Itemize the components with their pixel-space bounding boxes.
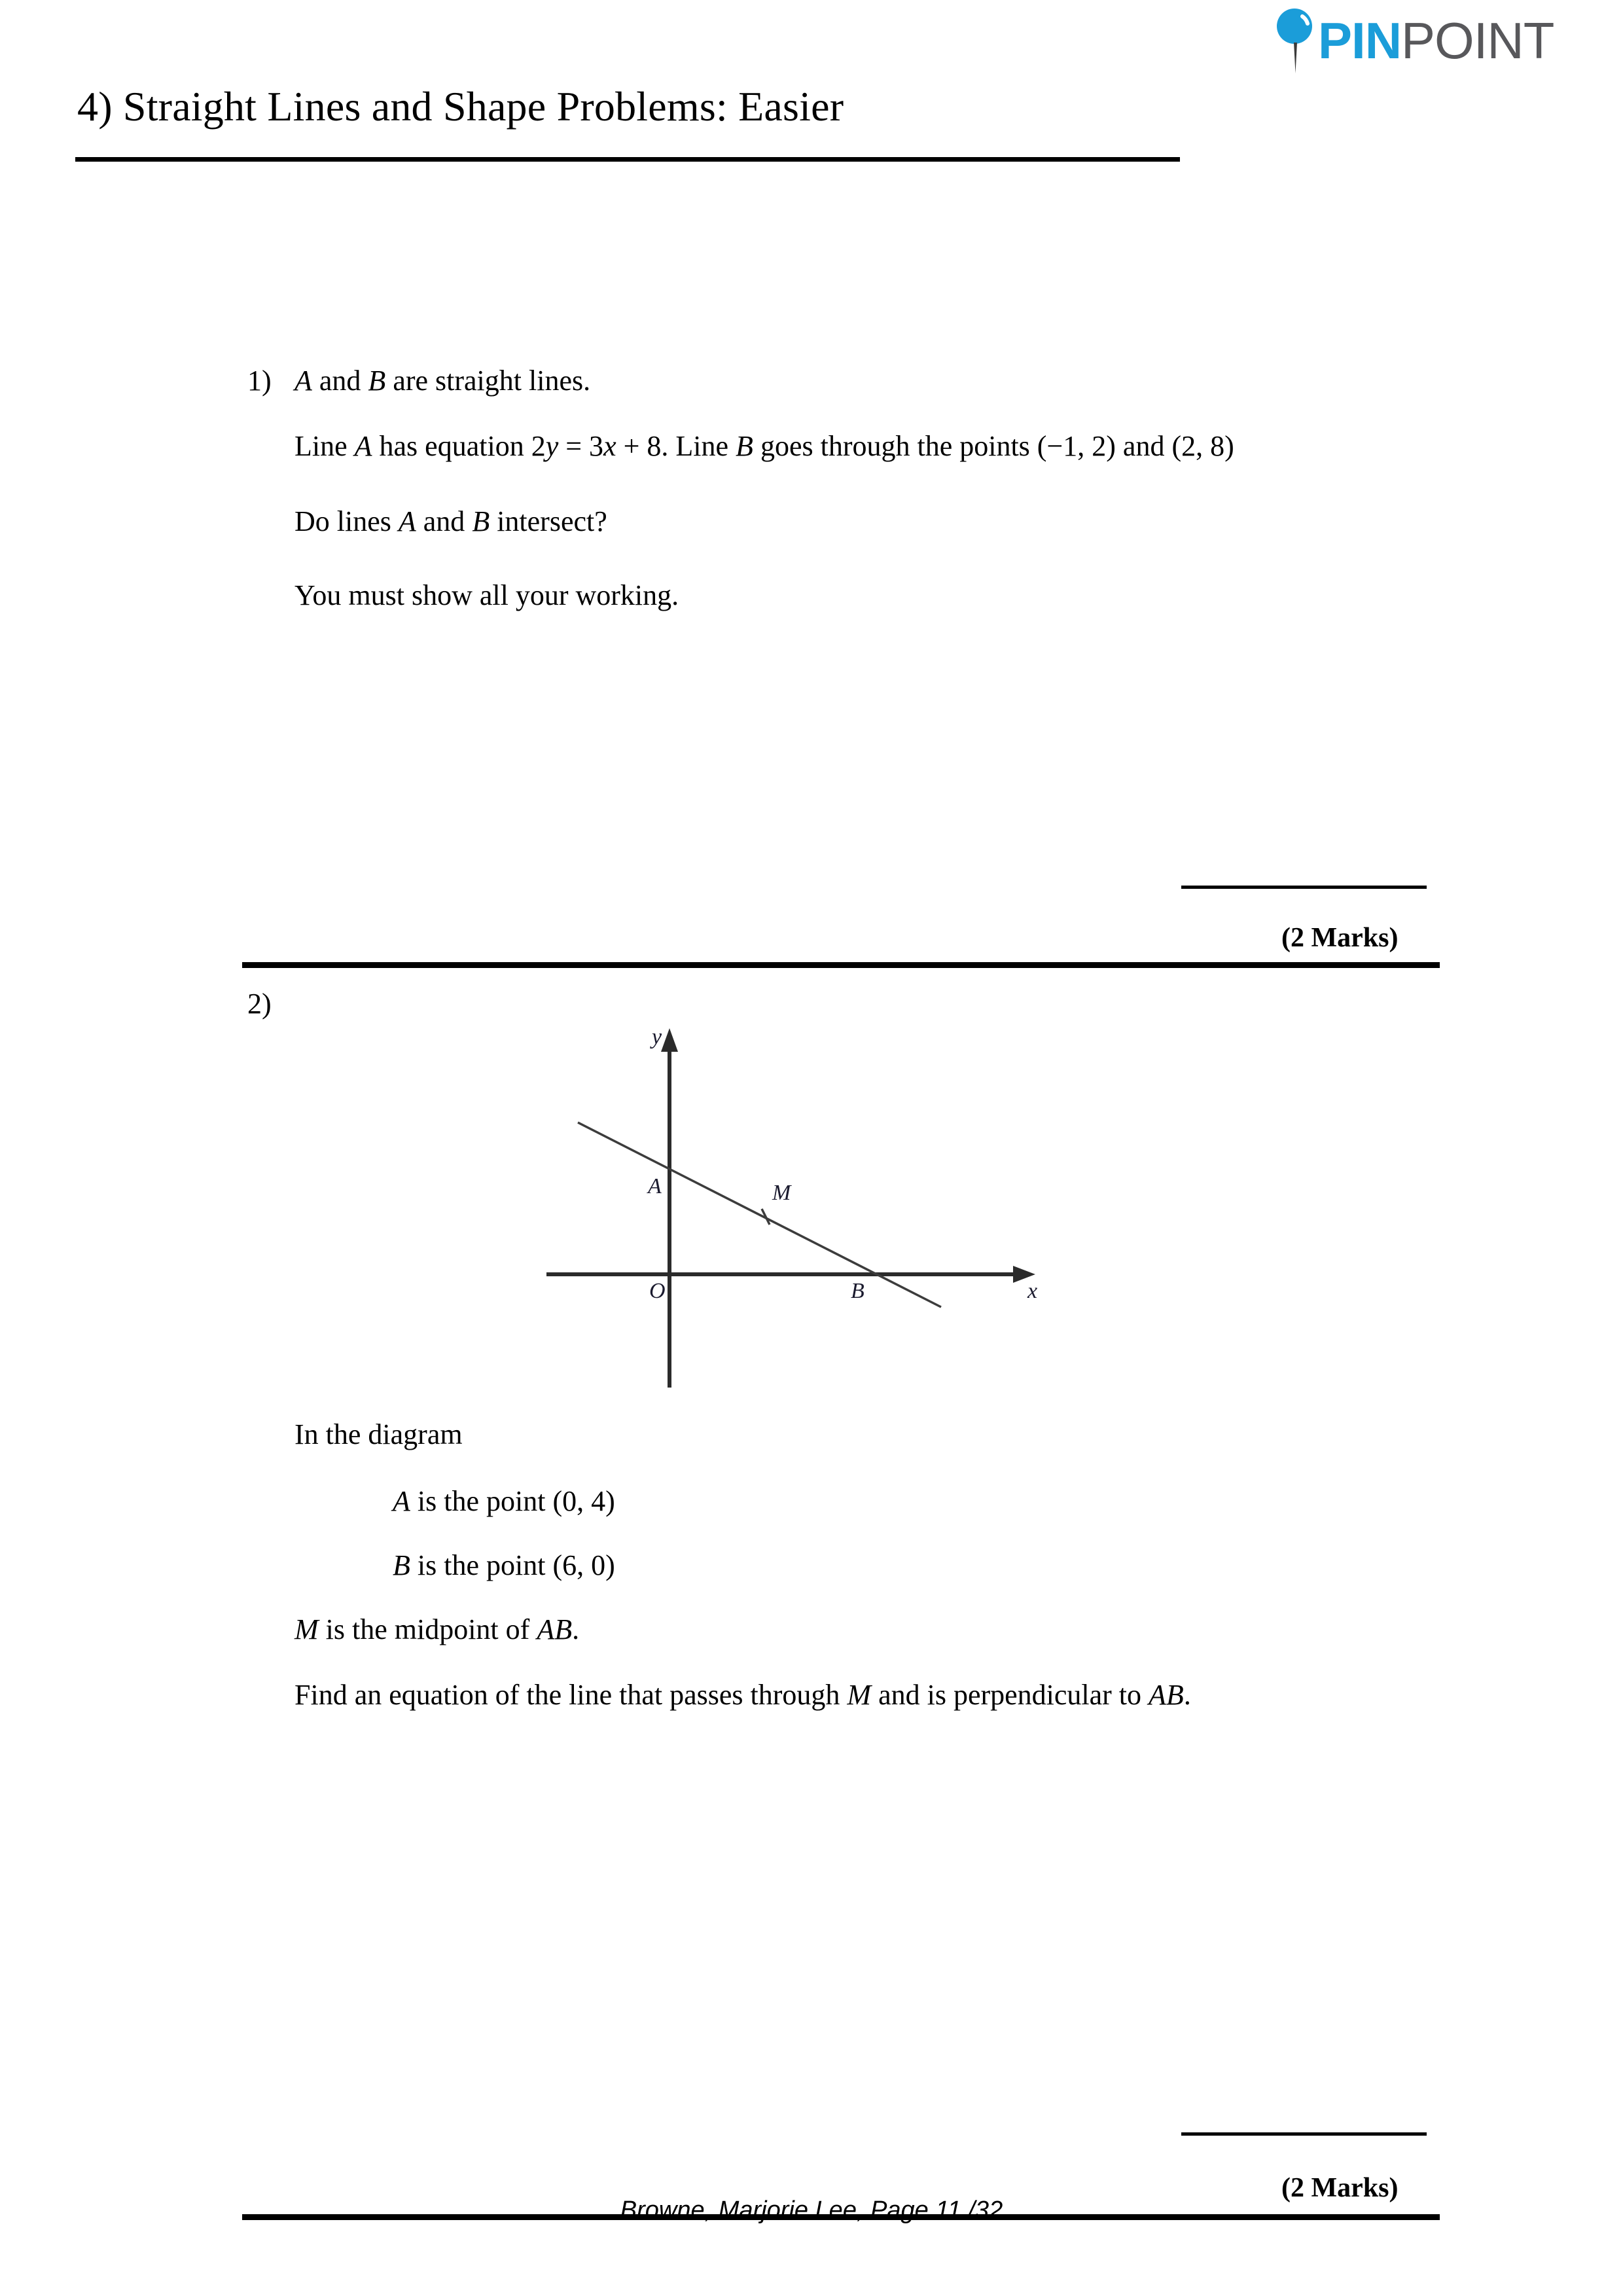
question-1-answer-line[interactable]: [1181, 886, 1427, 889]
question-2-point-a: A is the point (0, 4): [393, 1485, 615, 1517]
question-1-line-3: Do lines A and B intersect?: [294, 505, 607, 537]
page-title: 4) Straight Lines and Shape Problems: Easier: [77, 83, 844, 130]
point-a-label: A: [648, 1174, 662, 1198]
question-1-number: 1): [247, 365, 272, 397]
footer-attribution: Browne, Marjorie Lee, Page 11 /32: [620, 2197, 1003, 2224]
x-axis-label: x: [1027, 1279, 1038, 1303]
question-2-number: 2): [247, 988, 272, 1020]
pinpoint-logo: [1275, 5, 1602, 76]
title-underline: [75, 157, 1180, 162]
question-1-line-1: A and B are straight lines.: [294, 365, 591, 397]
question-2-midpoint: M is the midpoint of AB.: [294, 1613, 580, 1645]
logo-wordmark: [1318, 12, 1554, 69]
question-2-intro: In the diagram: [294, 1418, 463, 1450]
question-1-separator: [242, 962, 1440, 968]
origin-label: O: [649, 1279, 666, 1303]
question-1-marks: (2 Marks): [1281, 923, 1399, 953]
question-1-line-2: Line A has equation 2y = 3x + 8. Line B goes through the points (−1, 2) and (2, 8): [294, 430, 1234, 462]
y-axis: [661, 1028, 678, 1388]
x-axis: [546, 1266, 1035, 1283]
y-axis-label: y: [652, 1025, 662, 1049]
logo-word-pin: PIN: [1318, 12, 1402, 69]
map-pin-icon: [1275, 7, 1317, 75]
line-ab: [578, 1122, 941, 1307]
coordinate-diagram: [524, 1011, 1060, 1404]
question-1-line-4: You must show all your working.: [294, 579, 679, 611]
question-2-point-b: B is the point (6, 0): [393, 1549, 615, 1581]
midpoint-label: M: [772, 1181, 791, 1205]
point-b-label: B: [851, 1279, 865, 1303]
question-2-task: Find an equation of the line that passes through M and is perpendicular to AB.: [294, 1679, 1191, 1711]
logo-word-point: POINT: [1401, 12, 1554, 69]
question-2-answer-line[interactable]: [1181, 2132, 1427, 2136]
question-2-marks: (2 Marks): [1281, 2173, 1399, 2203]
